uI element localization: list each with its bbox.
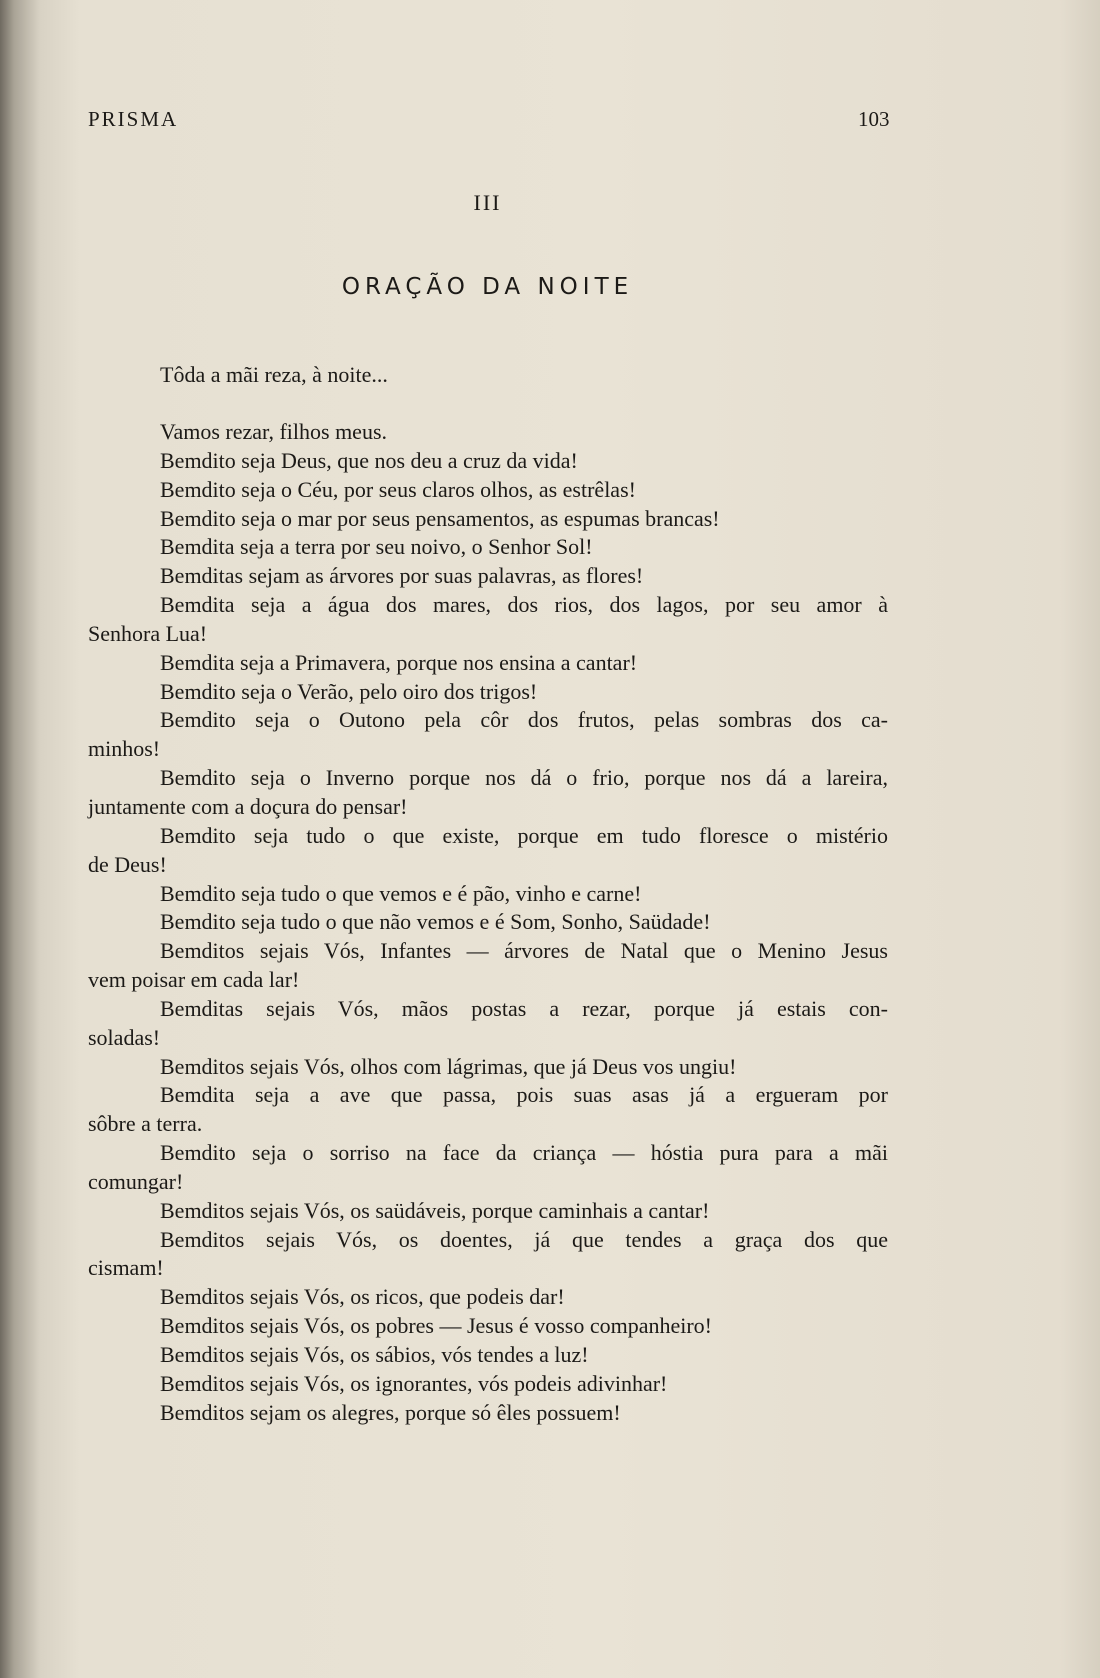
paragraph — [88, 908, 888, 937]
paragraph — [88, 995, 888, 1053]
paragraph — [88, 822, 888, 880]
text-line: minhos! — [88, 736, 161, 762]
text-line: Bemditas sejais Vós, mãos postas a rezar, porque já estais con- — [160, 995, 888, 1021]
paragraph — [88, 678, 888, 707]
paragraph — [88, 1370, 888, 1399]
paragraph — [88, 1341, 888, 1370]
text-line: comungar! — [88, 1168, 184, 1194]
paragraph — [88, 447, 888, 476]
text-line: Bemdito seja tudo o que não vemos e é Som, Sonho, Saüdade! — [160, 909, 711, 935]
paragraph — [88, 1312, 888, 1341]
text-line: vem poisar em cada lar! — [88, 967, 300, 993]
poem-title: ORAÇÃO DA NOITE — [341, 274, 634, 300]
paragraph — [88, 880, 888, 909]
text-line: Bemdita seja a ave que passa, pois suas asas já a ergueram por — [160, 1082, 888, 1108]
paragraph — [88, 649, 888, 678]
text-line: soladas! — [88, 1024, 161, 1050]
page-number: 103 — [858, 107, 890, 131]
running-head: PRISMA — [88, 107, 179, 131]
text-line: Bemditos sejam os alegres, porque só êles possuem! — [160, 1399, 621, 1425]
paragraph — [88, 1053, 888, 1082]
text-line: juntamente com a doçura do pensar! — [88, 793, 408, 819]
paragraph — [88, 764, 888, 822]
text-line: Bemditos sejais Vós, os pobres — Jesus é vosso companheiro! — [160, 1313, 712, 1339]
paragraph — [88, 418, 888, 447]
text-line: Bemditos sejais Vós, olhos com lágrimas, que já Deus vos ungiu! — [160, 1053, 737, 1079]
text-line: Senhora Lua! — [88, 620, 208, 646]
paragraph — [88, 562, 888, 591]
text-line: Bemditas sejam as árvores por suas palavras, as flores! — [160, 563, 644, 589]
paragraph — [88, 1197, 888, 1226]
text-line: Bemdita seja a água dos mares, dos rios, dos lagos, por seu amor à — [160, 592, 888, 618]
paragraph — [88, 505, 888, 534]
paragraph — [88, 937, 888, 995]
paragraph — [88, 476, 888, 505]
paragraph — [88, 1226, 888, 1284]
text-line: Bemditos sejais Vós, os saüdáveis, porque caminhais a cantar! — [160, 1197, 710, 1223]
poem-body — [88, 418, 888, 1428]
text-line: Bemdito seja tudo o que vemos e é pão, vinho e carne! — [160, 880, 642, 906]
text-line: de Deus! — [88, 851, 167, 877]
text-line: Bemdito seja o Céu, por seus claros olhos, as estrêlas! — [160, 476, 636, 502]
text-line: Bemdita seja a Primavera, porque nos ensina a cantar! — [160, 649, 638, 675]
text-line: sôbre a terra. — [88, 1111, 203, 1137]
paragraph — [88, 1139, 888, 1197]
text-line: Vamos rezar, filhos meus. — [160, 419, 388, 444]
text-line: Bemdito seja tudo o que existe, porque em tudo floresce o mistério — [160, 822, 888, 848]
text-line: Bemdito seja o Verão, pelo oiro dos trigos! — [160, 678, 538, 704]
text-line: Bemdito seja o sorriso na face da criança — hóstia pura para a mãi — [160, 1140, 888, 1166]
paragraph — [88, 533, 888, 562]
text-line: Bemdito seja o Inverno porque nos dá o frio, porque nos dá a lareira, — [160, 765, 888, 791]
text-line: cismam! — [88, 1255, 164, 1281]
paragraph — [88, 1081, 888, 1139]
text-line: Bemdita seja a terra por seu noivo, o Senhor Sol! — [160, 534, 593, 560]
paragraph — [88, 706, 888, 764]
text-line: Bemditos sejais Vós, Infantes — árvores de Natal que o Menino Jesus — [160, 938, 888, 964]
text-line: Bemditos sejais Vós, os ricos, que podeis dar! — [160, 1284, 565, 1310]
text-line: Bemdito seja o Outono pela côr dos frutos, pelas sombras dos ca- — [160, 707, 888, 733]
text-line: Bemdito seja Deus, que nos deu a cruz da vida! — [160, 447, 578, 473]
intro-line: Tôda a mãi reza, à noite... — [160, 362, 388, 387]
text-line: Bemdito seja o mar por seus pensamentos, as espumas brancas! — [160, 505, 720, 531]
section-number: III — [473, 190, 502, 215]
paragraph — [88, 1283, 888, 1312]
text-line: Bemditos sejais Vós, os doentes, já que tendes a graça dos que — [160, 1226, 888, 1252]
text-line: Bemditos sejais Vós, os ignorantes, vós podeis adivinhar! — [160, 1370, 668, 1396]
paragraph — [88, 591, 888, 649]
paragraph — [88, 1399, 888, 1428]
text-line: Bemditos sejais Vós, os sábios, vós tendes a luz! — [160, 1342, 589, 1367]
